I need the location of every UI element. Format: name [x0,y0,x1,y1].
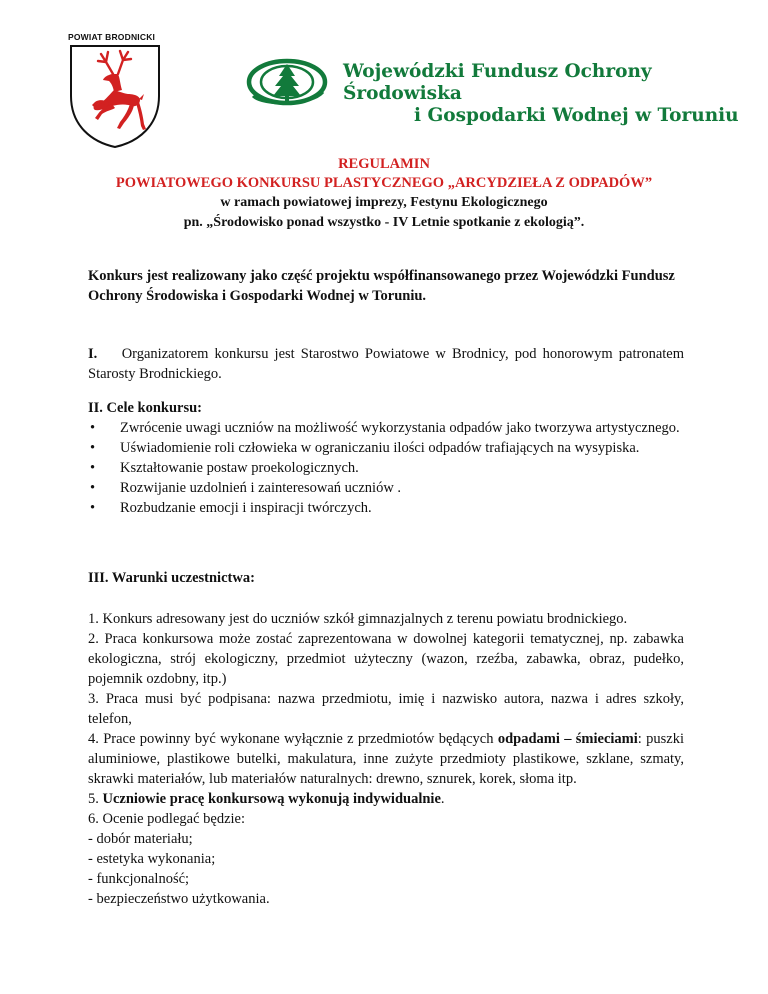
list-item [88,458,684,478]
bullet-icon: • [90,460,96,476]
fund-name-line1: Wojewódzki Fundusz Ochrony Środowiska [343,61,652,104]
list-item [88,498,684,518]
tree-leaf-logo-icon [245,56,329,108]
goals-list [88,418,684,518]
section-heading: II. Cele konkursu: [88,400,203,416]
list-item-text: Rozbudzanie emocji i inspiracji twórczych. [120,500,372,516]
deer-crest-icon [68,44,162,148]
condition-1: 1. Konkurs adresowany jest do uczniów szkół gimnazjalnych z terenu powiatu brodnickiego. [88,611,628,627]
section-conditions [88,609,684,909]
criteria-item: - bezpieczeństwo użytkowania. [88,891,270,907]
list-item [88,418,684,438]
bullet-icon: • [90,500,96,516]
title-subtitle: w ramach powiatowej imprezy, Festynu Ekologicznego [220,195,548,210]
condition-5-num: 5. [88,791,103,807]
list-item [88,438,684,458]
list-item-text: Kształtowanie postaw proekologicznych. [120,460,359,476]
condition-4 [88,729,684,789]
title-block [60,155,708,233]
powiat-label: POWIAT BRODNICKI [68,32,156,42]
list-item [88,478,684,498]
condition-4-bold: odpadami – śmieciami [497,731,638,747]
fund-name [343,61,768,127]
condition-6: 6. Ocenie podlegać będzie: [88,811,246,827]
intro-paragraph: Konkurs jest realizowany jako część projektu współfinansowanego przez Wojewódzki Fundusz Ochrony Środowiska i Gospodarki Wodnej w Toruniu. [88,268,675,304]
section-number: I. [88,346,98,362]
condition-3: 3. Praca musi być podpisana: nazwa przedmiotu, imię i nazwisko autora, nazwa i adres szkoły, telefon, [88,691,684,727]
fund-name-line2: i Gospodarki Wodnej w Toruniu [414,105,739,126]
criteria-item: - funkcjonalność; [88,871,190,887]
section-heading: III. Warunki uczestnictwa: [88,570,255,586]
section-goals [88,398,684,518]
criteria-item: - estetyka wykonania; [88,851,216,867]
list-item-text: Uświadomienie roli człowieka w ograniczaniu ilości odpadów trafiających na wysypiska. [120,440,640,456]
condition-5-end: . [440,791,445,807]
section-organizer [88,344,684,384]
title-regulamin: REGULAMIN [338,156,430,172]
list-item-text: Rozwijanie uzdolnień i zainteresowań uczniów . [120,480,402,496]
condition-4-start: 4. Prace powinny być wykonane wyłącznie z przedmiotów będących [88,731,498,747]
title-event-name: pn. „Środowisko ponad wszystko - IV Letnie spotkanie z ekologią”. [183,215,585,230]
condition-5-bold: Uczniowie pracę konkursową wykonują indywidualnie [102,791,441,807]
bullet-icon: • [90,480,96,496]
criteria-item: - dobór materiału; [88,831,193,847]
condition-2: 2. Praca konkursowa może zostać zaprezentowana w dowolnej kategorii tematycznej, np. zabawka ekologiczna, strój ekologiczny, przedmiot użyteczny (wazon, rzeźba, zabawka, obraz, pudełko, pojemnik ozdobny, itp.) [88,631,684,687]
section-organizer-text: Organizatorem konkursu jest Starostwo Powiatowe w Brodnicy, pod honorowym patronatem Starosty Brodnickiego. [88,346,684,382]
bullet-icon: • [90,420,96,436]
title-contest-name: POWIATOWEGO KONKURSU PLASTYCZNEGO „ARCYDZIEŁA Z ODPADÓW” [115,175,653,191]
list-item-text: Zwrócenie uwagi uczniów na możliwość wykorzystania odpadów jako tworzywa artystycznego. [120,420,680,436]
condition-4-end: : puszki aluminiowe, plastikowe butelki, makulatura, inne zużyte przedmioty plastikowe, szklane, szmaty, skrawki materiałów, lub materiałów naturalnych: drewno, sznurek, korek, słoma itp. [88,731,685,787]
bullet-icon: • [90,440,96,456]
condition-5 [88,789,684,809]
